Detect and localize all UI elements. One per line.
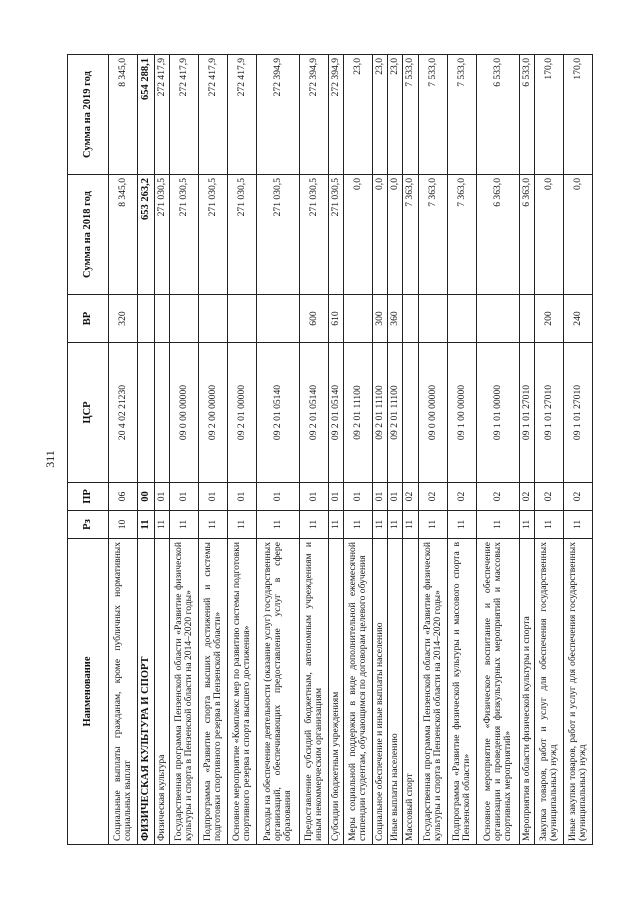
table-row	[343, 55, 372, 845]
cell-sum-2018: 0,0	[534, 175, 563, 295]
cell-name: Основное мероприятие «Комплекс мер по развитию системы подготовки спортивного резерва и спорта высшего достижения»	[227, 539, 256, 845]
table-row	[198, 55, 227, 845]
cell-name: Подпрограмма «Развитие спорта высших достижений и системы подготовки спортивного резерва в Пензенской области»	[198, 539, 227, 845]
table-row	[447, 55, 476, 845]
cell-csr: 09 2 01 11100	[372, 343, 387, 483]
cell-pr: 02	[418, 483, 447, 511]
cell-sum-2019: 272 394,9	[299, 55, 328, 175]
cell-csr: 09 0 00 00000	[169, 343, 198, 483]
table-row	[519, 55, 534, 845]
table-row	[388, 55, 403, 845]
cell-pr: 01	[343, 483, 372, 511]
cell-csr	[403, 343, 418, 483]
cell-rz: 11	[169, 511, 198, 539]
table-row	[169, 55, 198, 845]
cell-rz: 11	[534, 511, 563, 539]
cell-csr: 09 1 01 27010	[563, 343, 592, 483]
cell-sum-2019: 6 533,0	[519, 55, 534, 175]
cell-vr	[227, 295, 256, 343]
cell-pr: 01	[328, 483, 343, 511]
cell-sum-2019: 6 533,0	[476, 55, 519, 175]
cell-sum-2019: 23,0	[388, 55, 403, 175]
cell-csr: 09 2 01 05140	[328, 343, 343, 483]
cell-sum-2018: 0,0	[563, 175, 592, 295]
cell-sum-2019: 272 417,9	[169, 55, 198, 175]
cell-pr: 01	[169, 483, 198, 511]
header-vr: ВР	[68, 295, 109, 343]
cell-csr: 09 1 01 27010	[519, 343, 534, 483]
cell-rz: 11	[227, 511, 256, 539]
cell-name: Расходы на обеспечение деятельности (оказание услуг) государственных организаций, обеспечивающих предоставление услуг в сфере образования	[256, 539, 299, 845]
cell-pr: 02	[476, 483, 519, 511]
cell-sum-2019: 272 417,9	[154, 55, 169, 175]
table-header-row	[68, 55, 109, 845]
cell-vr	[447, 295, 476, 343]
cell-rz: 11	[372, 511, 387, 539]
table-row	[138, 55, 155, 845]
cell-pr: 06	[109, 483, 138, 511]
cell-rz: 11	[328, 511, 343, 539]
cell-vr	[138, 295, 155, 343]
cell-sum-2018: 271 030,5	[227, 175, 256, 295]
cell-sum-2018: 7 363,0	[403, 175, 418, 295]
cell-sum-2019: 8 345,0	[109, 55, 138, 175]
cell-sum-2018: 7 363,0	[418, 175, 447, 295]
cell-name: Мероприятия в области физической культуры и спорта	[519, 539, 534, 845]
cell-vr	[403, 295, 418, 343]
cell-pr: 01	[227, 483, 256, 511]
budget-table	[67, 54, 593, 845]
cell-rz: 11	[388, 511, 403, 539]
cell-pr: 02	[519, 483, 534, 511]
cell-sum-2018: 6 363,0	[476, 175, 519, 295]
cell-sum-2018: 0,0	[388, 175, 403, 295]
cell-sum-2018: 6 363,0	[519, 175, 534, 295]
cell-csr: 09 2 01 11100	[388, 343, 403, 483]
cell-name: ФИЗИЧЕСКАЯ КУЛЬТУРА И СПОРТ	[138, 539, 155, 845]
cell-vr: 360	[388, 295, 403, 343]
header-sum-2019: Сумма на 2019 год	[68, 55, 109, 175]
header-pr: ПР	[68, 483, 109, 511]
cell-vr	[476, 295, 519, 343]
cell-sum-2018: 271 030,5	[256, 175, 299, 295]
cell-csr: 09 1 01 00000	[476, 343, 519, 483]
cell-name: Иные выплаты населению	[388, 539, 403, 845]
header-name: Наименование	[68, 539, 109, 845]
cell-pr: 01	[154, 483, 169, 511]
cell-pr: 01	[388, 483, 403, 511]
cell-rz: 11	[403, 511, 418, 539]
cell-sum-2019: 170,0	[534, 55, 563, 175]
cell-pr: 01	[256, 483, 299, 511]
table-row	[418, 55, 447, 845]
table-row	[563, 55, 592, 845]
table-body	[109, 55, 593, 845]
cell-sum-2018: 271 030,5	[299, 175, 328, 295]
cell-vr	[154, 295, 169, 343]
cell-vr: 200	[534, 295, 563, 343]
cell-vr: 610	[328, 295, 343, 343]
cell-pr: 01	[299, 483, 328, 511]
cell-sum-2018: 0,0	[372, 175, 387, 295]
table-row	[476, 55, 519, 845]
cell-csr: 09 2 01 11100	[343, 343, 372, 483]
cell-rz: 11	[138, 511, 155, 539]
table-row	[154, 55, 169, 845]
cell-rz: 11	[343, 511, 372, 539]
cell-csr: 09 2 01 05140	[299, 343, 328, 483]
table-row	[534, 55, 563, 845]
cell-vr	[256, 295, 299, 343]
cell-pr: 01	[198, 483, 227, 511]
cell-sum-2019: 654 288,1	[138, 55, 155, 175]
cell-rz: 11	[476, 511, 519, 539]
cell-sum-2018: 7 363,0	[447, 175, 476, 295]
header-csr: ЦСР	[68, 343, 109, 483]
cell-csr: 09 2 01 05140	[256, 343, 299, 483]
cell-sum-2019: 170,0	[563, 55, 592, 175]
cell-sum-2019: 7 533,0	[447, 55, 476, 175]
cell-sum-2019: 7 533,0	[418, 55, 447, 175]
page-number: 311	[43, 450, 57, 468]
cell-csr: 09 1 00 00000	[447, 343, 476, 483]
cell-vr	[519, 295, 534, 343]
cell-rz: 11	[299, 511, 328, 539]
cell-pr: 02	[403, 483, 418, 511]
cell-pr: 00	[138, 483, 155, 511]
cell-vr	[343, 295, 372, 343]
cell-name: Социальное обеспечение и иные выплаты населению	[372, 539, 387, 845]
rotated-table-container	[67, 55, 593, 845]
cell-rz: 11	[447, 511, 476, 539]
cell-sum-2019: 272 417,9	[198, 55, 227, 175]
cell-name: Закупка товаров, работ и услуг для обеспечения государственных (муниципальных) нужд	[534, 539, 563, 845]
cell-csr: 09 2 00 00000	[198, 343, 227, 483]
header-sum-2018: Сумма на 2018 год	[68, 175, 109, 295]
cell-pr: 02	[447, 483, 476, 511]
table-row	[109, 55, 138, 845]
cell-name: Подпрограмма «Развитие физической культуры и массового спорта в Пензенской области»	[447, 539, 476, 845]
cell-csr	[154, 343, 169, 483]
cell-sum-2018: 8 345,0	[109, 175, 138, 295]
cell-name: Предоставление субсидий бюджетным, автономным учреждениям и иным некоммерческим организациям	[299, 539, 328, 845]
cell-rz: 11	[256, 511, 299, 539]
cell-sum-2019: 23,0	[372, 55, 387, 175]
cell-sum-2019: 272 417,9	[227, 55, 256, 175]
cell-name: Государственная программа Пензенской области «Развитие физической культуры и спорта в Пензенской области на 2014–2020 годы»	[169, 539, 198, 845]
cell-name: Государственная программа Пензенской области «Развитие физической культуры и спорта в Пензенской области на 2014–2020 годы»	[418, 539, 447, 845]
cell-sum-2018: 271 030,5	[328, 175, 343, 295]
cell-vr: 300	[372, 295, 387, 343]
cell-vr: 600	[299, 295, 328, 343]
table-row	[256, 55, 299, 845]
cell-vr	[418, 295, 447, 343]
cell-pr: 02	[534, 483, 563, 511]
cell-name: Основное мероприятие «Физическое воспитание и обеспечение организации и проведения физкультурных мероприятий и массовых спортивных мероприятий»	[476, 539, 519, 845]
table-row	[403, 55, 418, 845]
cell-name: Социальные выплаты гражданам, кроме публичных нормативных социальных выплат	[109, 539, 138, 845]
cell-rz: 11	[418, 511, 447, 539]
cell-sum-2018: 271 030,5	[169, 175, 198, 295]
cell-sum-2018: 653 263,2	[138, 175, 155, 295]
cell-pr: 01	[372, 483, 387, 511]
cell-name: Меры социальной поддержки в виде дополнительной ежемесячной стипендии студентам, обучающимся по договорам целевого обучения	[343, 539, 372, 845]
cell-sum-2018: 0,0	[343, 175, 372, 295]
cell-vr	[169, 295, 198, 343]
cell-rz: 11	[154, 511, 169, 539]
cell-rz: 11	[198, 511, 227, 539]
cell-sum-2018: 271 030,5	[154, 175, 169, 295]
cell-csr: 09 2 01 00000	[227, 343, 256, 483]
table-row	[372, 55, 387, 845]
cell-vr: 320	[109, 295, 138, 343]
cell-vr	[198, 295, 227, 343]
cell-csr: 09 1 01 27010	[534, 343, 563, 483]
cell-name: Массовый спорт	[403, 539, 418, 845]
cell-csr: 09 0 00 00000	[418, 343, 447, 483]
cell-csr: 20 4 02 21230	[109, 343, 138, 483]
cell-sum-2019: 7 533,0	[403, 55, 418, 175]
cell-sum-2019: 272 394,9	[328, 55, 343, 175]
table-row	[299, 55, 328, 845]
cell-name: Иные закупки товаров, работ и услуг для обеспечения государственных (муниципальных) нужд	[563, 539, 592, 845]
cell-name: Субсидии бюджетным учреждениям	[328, 539, 343, 845]
cell-vr: 240	[563, 295, 592, 343]
cell-rz: 10	[109, 511, 138, 539]
cell-name: Физическая культура	[154, 539, 169, 845]
table-row	[328, 55, 343, 845]
cell-csr	[138, 343, 155, 483]
cell-sum-2018: 271 030,5	[198, 175, 227, 295]
cell-sum-2019: 272 394,9	[256, 55, 299, 175]
cell-rz: 11	[563, 511, 592, 539]
cell-sum-2019: 23,0	[343, 55, 372, 175]
header-rz: Рз	[68, 511, 109, 539]
cell-rz: 11	[519, 511, 534, 539]
cell-pr: 02	[563, 483, 592, 511]
table-row	[227, 55, 256, 845]
